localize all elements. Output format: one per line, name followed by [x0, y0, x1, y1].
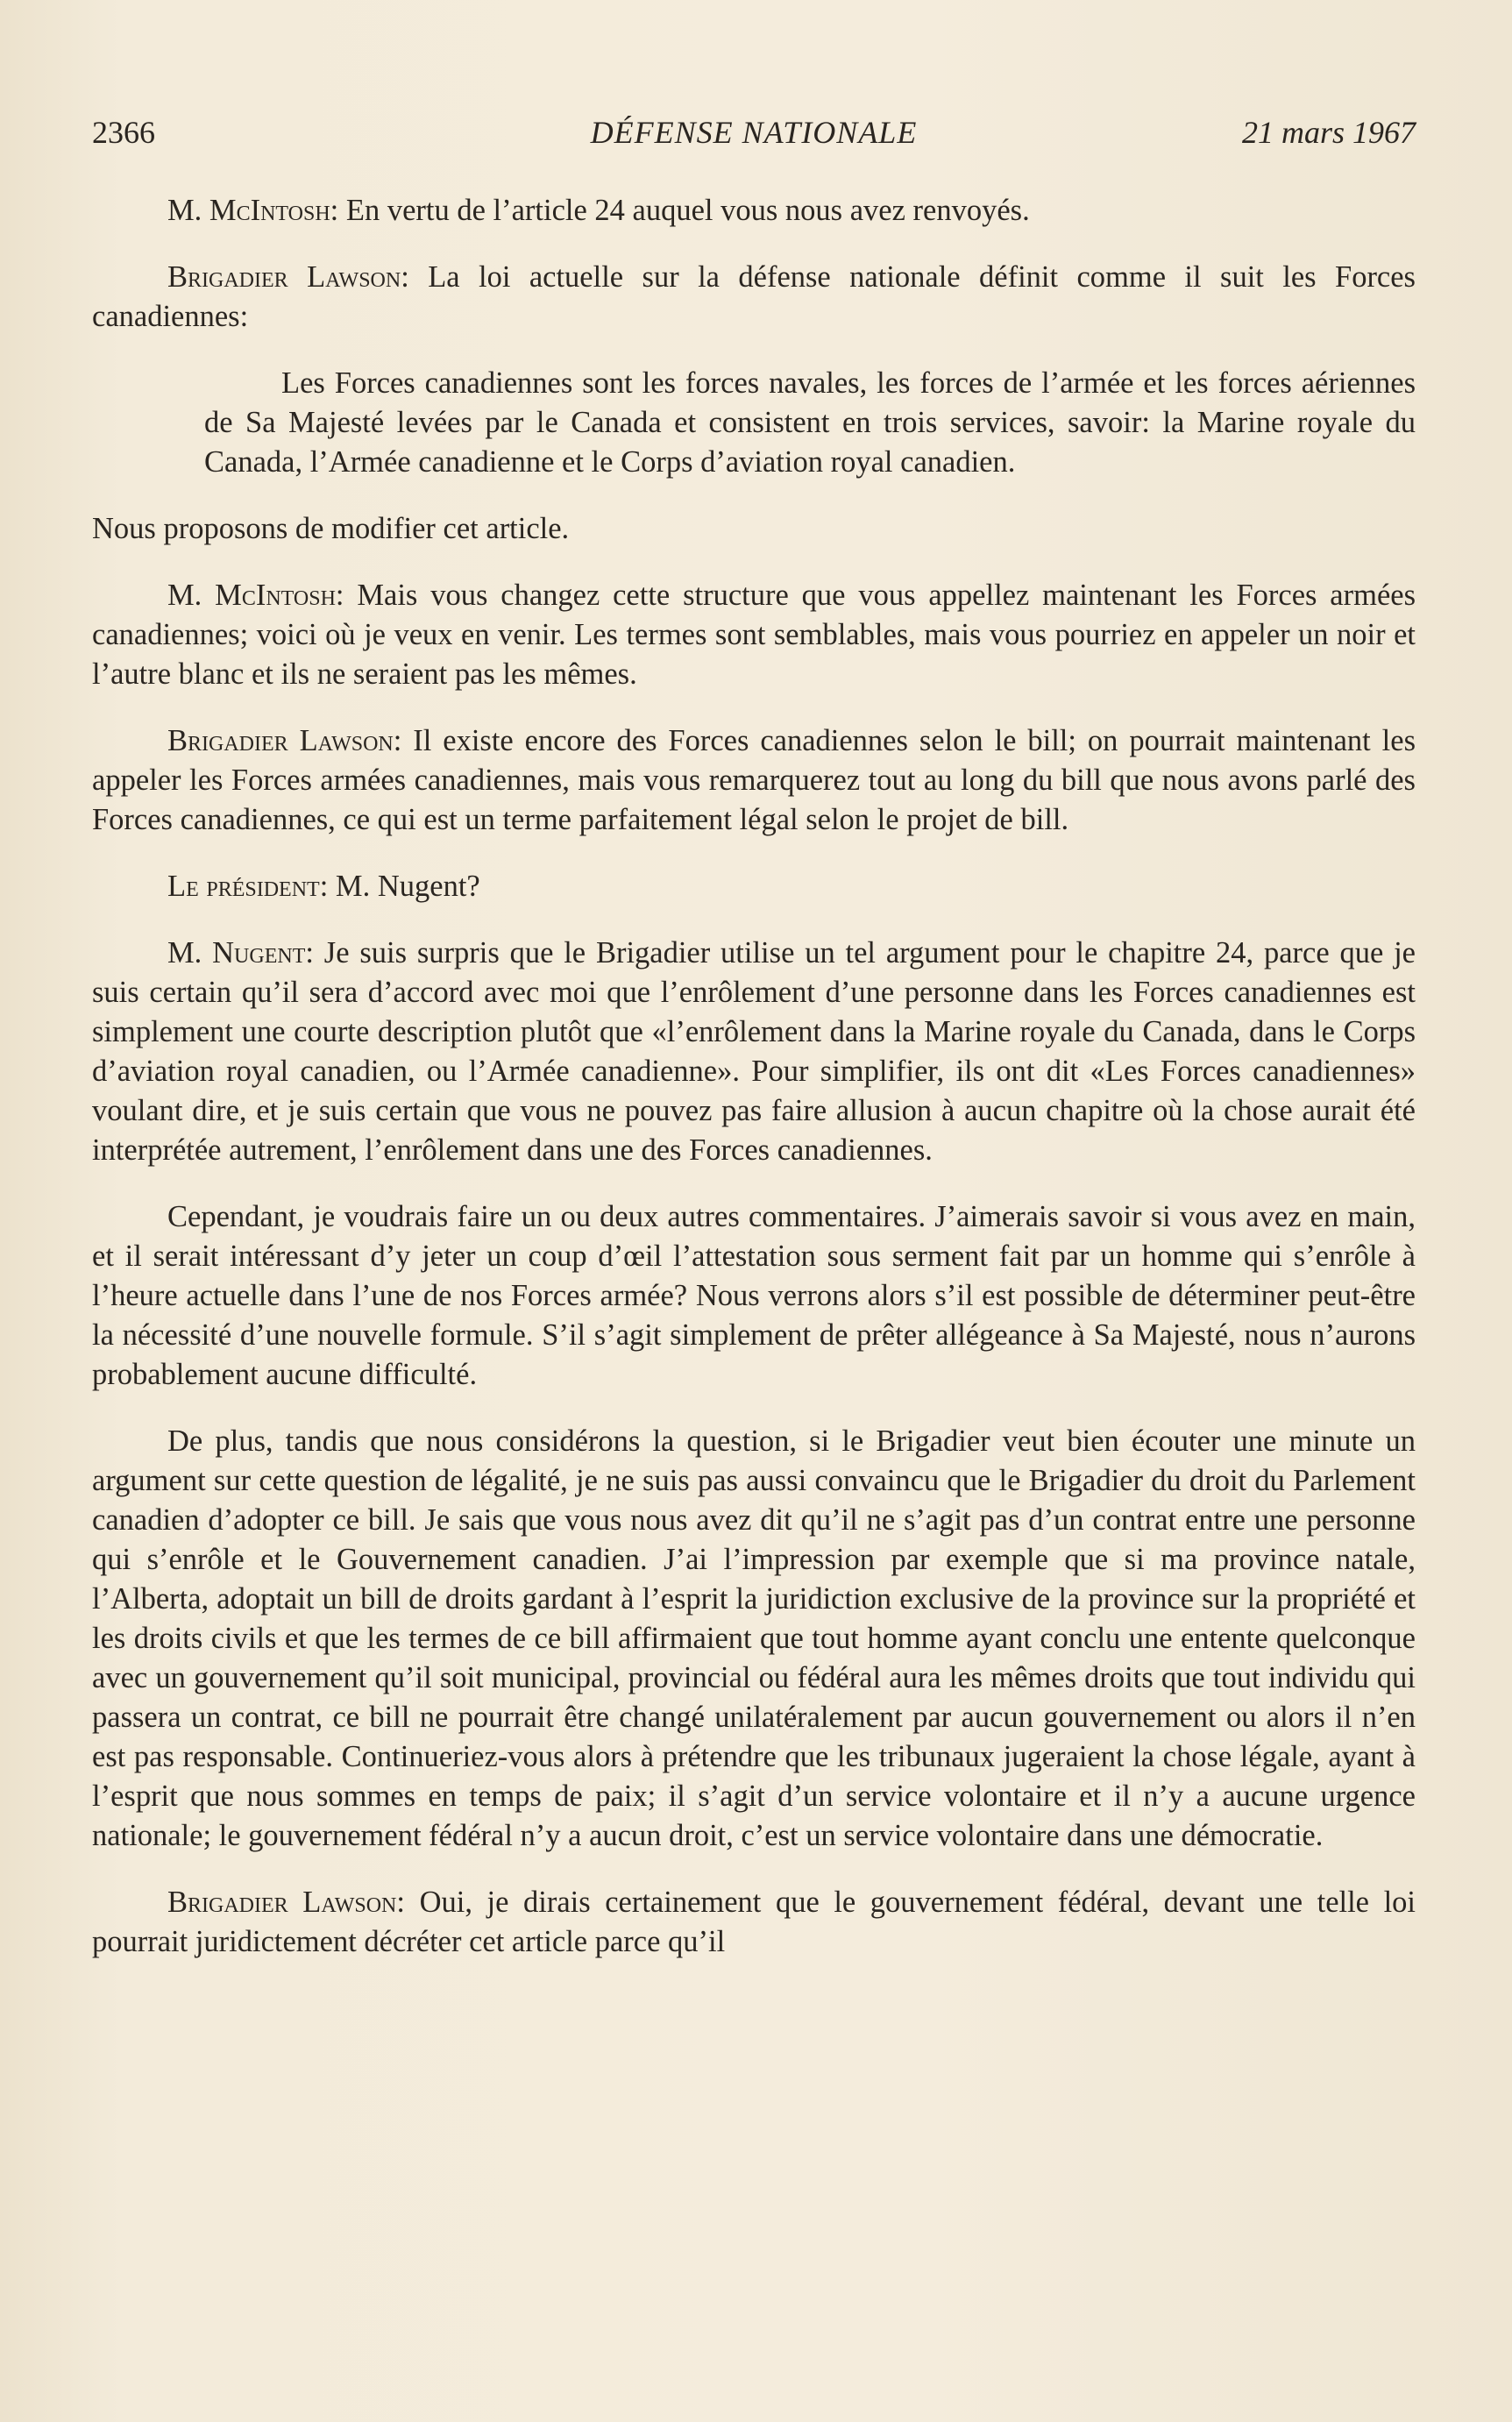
- page-header: [92, 114, 1416, 158]
- quote-text: Les Forces canadiennes sont les forces navales, les forces de l’armée et les forces aériennes de Sa Majesté levées par le Canada et consistent en trois services, savoir: la Marine royale du Canada, l’Armée canadienne et le Corps d’aviation royal canadien.: [204, 366, 1416, 479]
- paragraph-text: La loi actuelle sur la défense nationale définit comme il suit les Forces canadiennes:: [92, 260, 1416, 333]
- paragraph-text: Je suis surpris que le Brigadier utilise un tel argument pour le chapitre 24, parce que je suis certain qu’il sera d’accord avec moi que l’enrôlement d’une personne dans les Forces canadiennes est simplement une courte description plutôt que «l’enrôlement dans la Marine royale du Canada, dans le Corps d’aviation royal canadien, ou l’Armée canadienne». Pour simplifier, ils ont dit «Les Forces canadiennes» voulant dire, et je suis certain que vous ne pouvez pas faire allusion à aucun chapitre où la chose aurait été interprétée autrement, l’enrôlement dans une des Forces canadiennes.: [92, 936, 1416, 1167]
- paragraph-text: Nous proposons de modifier cet article.: [92, 512, 570, 545]
- header-date: 21 mars 1967: [1241, 115, 1416, 150]
- paragraph: [92, 509, 1416, 549]
- paragraph-text: M. Nugent?: [328, 870, 480, 903]
- paragraph: [92, 191, 1416, 231]
- paragraph-text: Cependant, je voudrais faire un ou deux autres commentaires. J’aimerais savoir si vous avez en main, et il serait intéressant d’y jeter un coup d’œil l’attestation sous serment fait par un homme qui s’enrôle à l’heure actuelle dans l’une de nos Forces armée? Nous verrons alors s’il est possible de déterminer peut-être la nécessité d’une nouvelle formule. S’il s’agit simplement de prêter allégeance à Sa Majesté, nous n’aurons probablement aucune difficulté.: [92, 1200, 1416, 1391]
- paragraph: [92, 258, 1416, 337]
- block-quote: [204, 364, 1416, 482]
- paragraph: [92, 934, 1416, 1170]
- speaker-name: Brigadier Lawson:: [167, 260, 409, 294]
- paragraph: [92, 1422, 1416, 1856]
- paragraph: [92, 576, 1416, 694]
- paragraph-text: De plus, tandis que nous considérons la question, si le Brigadier veut bien écouter une minute un argument sur cette question de légalité, je ne suis pas aussi convaincu que le Brigadier du droit du Parlement canadien d’adopter ce bill. Je sais que vous nous avez dit qu’il ne s’agit pas d’un contrat entre une personne qui s’enrôle et le Gouvernement canadien. J’ai l’impression par exemple que si ma province natale, l’Alberta, adoptait un bill de droits gardant à l’esprit la juridiction exclusive de la province sur la propriété et les droits civils et que les termes de ce bill affirmaient que tout homme ayant conclu une entente quelconque avec un gouvernement qu’il soit municipal, provincial ou fédéral aura les mêmes droits que tout individu qui passera un contrat, ce bill ne pourrait être changé unilatéralement par aucun gouvernement ou alors il n’en est pas responsable. Continueriez-vous alors à prétendre que les tribunaux jugeraient la chose légale, ayant à l’esprit que nous sommes en temps de paix; il s’agit d’un service volontaire et il n’y a aucune urgence nationale; le gouvernement fédéral n’y a aucun droit, c’est un service volontaire dans une démocratie.: [92, 1424, 1416, 1852]
- speaker-name: M. McIntosh:: [167, 579, 344, 612]
- paragraph: [92, 867, 1416, 906]
- paragraph: [92, 1883, 1416, 1962]
- paragraph-text: Oui, je dirais certainement que le gouvernement fédéral, devant une telle loi pourrait juridictement décréter cet article parce qu’il: [92, 1886, 1416, 1958]
- speaker-name: M. Nugent:: [167, 936, 314, 970]
- paragraph: [92, 1197, 1416, 1395]
- paragraph: [92, 721, 1416, 840]
- running-title: DÉFENSE NATIONALE: [590, 115, 918, 150]
- page-number: 2366: [92, 115, 155, 150]
- document-body: [92, 191, 1416, 1989]
- speaker-name: Le président:: [167, 870, 329, 903]
- paragraph-text: En vertu de l’article 24 auquel vous nous avez renvoyés.: [338, 194, 1030, 227]
- speaker-name: M. McIntosh:: [167, 194, 339, 227]
- paragraph-text: Il existe encore des Forces canadiennes selon le bill; on pourrait maintenant les appeler les Forces armées canadiennes, mais vous remarquerez tout au long du bill que nous avons parlé des Forces canadiennes, ce qui est un terme parfaitement légal selon le projet de bill.: [92, 724, 1416, 836]
- speaker-name: Brigadier Lawson:: [167, 724, 402, 757]
- speaker-name: Brigadier Lawson:: [167, 1886, 405, 1919]
- paragraph-text: Mais vous changez cette structure que vous appellez maintenant les Forces armées canadiennes; voici où je veux en venir. Les termes sont semblables, mais vous pourriez en appeler un noir et l’autre blanc et ils ne seraient pas les mêmes.: [92, 579, 1416, 691]
